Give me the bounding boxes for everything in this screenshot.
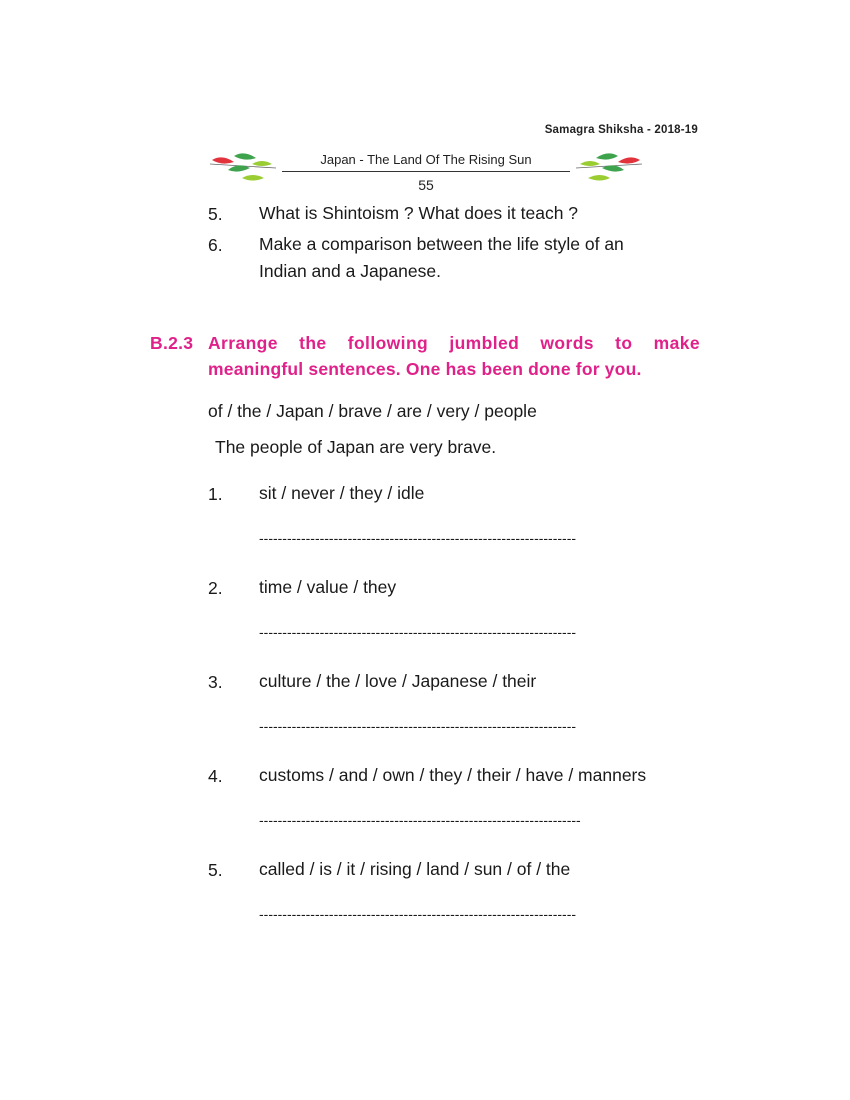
exercise-jumbled: called / is / it / rising / land / sun / of / the [259, 859, 571, 879]
page-number: 55 [418, 177, 434, 193]
publisher-label: Samagra Shiksha - 2018-19 [544, 124, 698, 136]
exercise-number: 4. [208, 766, 223, 786]
header-rule [282, 171, 570, 172]
exercise-number: 3. [208, 672, 223, 692]
exercise-jumbled: sit / never / they / idle [259, 483, 425, 503]
exercise-jumbled: customs / and / own / they / their / have / manners [259, 765, 647, 785]
section-title-line: meaningful sentences. One has been done for you. [208, 359, 642, 379]
exercise-jumbled: time / value / they [259, 577, 397, 597]
leaf-ornament-left-icon [208, 150, 278, 186]
answer-line[interactable]: -------------------------------------------------------------------- [259, 624, 577, 640]
answer-line[interactable]: --------------------------------------------------------------------- [259, 812, 581, 828]
section-title-line: Arrange the following jumbled words to make [208, 333, 700, 353]
answer-line[interactable]: -------------------------------------------------------------------- [259, 906, 577, 922]
answer-line[interactable]: -------------------------------------------------------------------- [259, 530, 577, 546]
chapter-title: Japan - The Land Of The Rising Sun [320, 152, 532, 167]
example-jumbled: of / the / Japan / brave / are / very / people [208, 401, 537, 421]
question-number: 6. [208, 235, 223, 255]
exercise-number: 1. [208, 484, 223, 504]
question-text: Indian and a Japanese. [259, 261, 441, 281]
exercise-number: 5. [208, 860, 223, 880]
example-answer: The people of Japan are very brave. [215, 437, 497, 457]
question-text: Make a comparison between the life style of an [259, 234, 624, 254]
exercise-number: 2. [208, 578, 223, 598]
exercise-jumbled: culture / the / love / Japanese / their [259, 671, 537, 691]
answer-line[interactable]: -------------------------------------------------------------------- [259, 718, 577, 734]
section-label: B.2.3 [150, 333, 194, 353]
question-text: What is Shintoism ? What does it teach ? [259, 203, 579, 223]
question-number: 5. [208, 204, 223, 224]
leaf-ornament-right-icon [574, 150, 644, 186]
